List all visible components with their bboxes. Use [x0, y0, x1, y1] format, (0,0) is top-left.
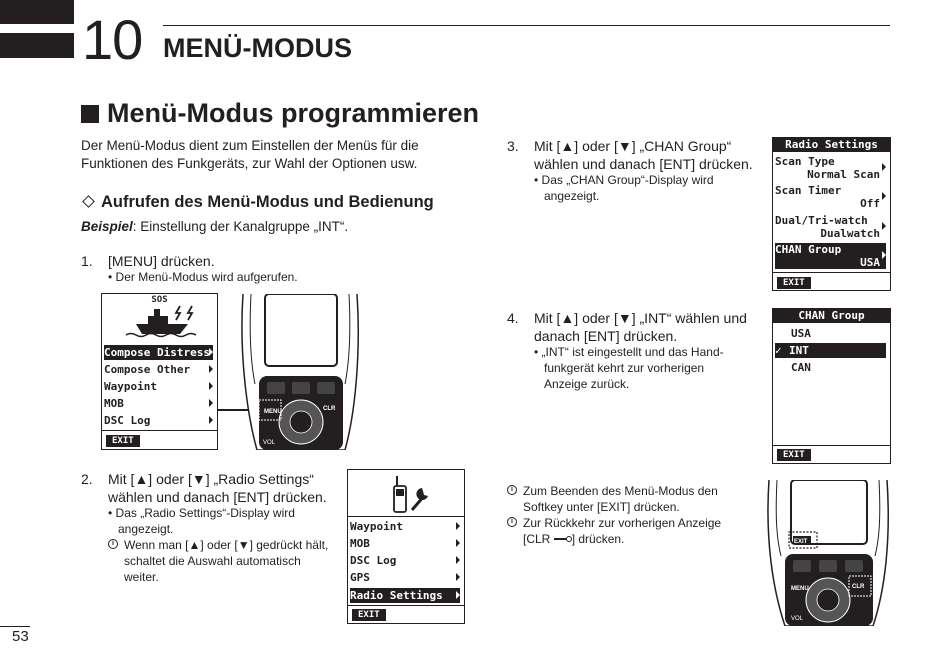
key-icon	[554, 536, 572, 542]
step4-text: Mit [▲] oder [▼] „INT“ wählen und danach [ENT] drücken.	[534, 310, 747, 344]
exit-softkey-2[interactable]: EXIT	[352, 609, 386, 621]
screen-header-2: CHAN Group	[773, 309, 890, 323]
setting-scan-timer[interactable]: Scan Timer Off	[775, 184, 886, 210]
radio-illustration-2	[765, 480, 891, 626]
step1-number: 1.	[81, 253, 93, 269]
lcd-screen-menu-list	[347, 469, 465, 624]
sos-label: SOS	[151, 295, 168, 305]
vol-key-label-2: VOL	[791, 616, 804, 622]
subsection-title: Aufrufen des Menü-Modus und Bedienung	[81, 193, 434, 212]
step3-bullet: • Das „CHAN Group“-Display wird angezeigt.	[534, 173, 714, 203]
menu-item-radio-settings[interactable]: Radio Settings	[350, 588, 460, 603]
menu-key-label: MENU	[264, 409, 282, 415]
setting-scan-type[interactable]: Scan Type Normal Scan	[775, 155, 886, 181]
step2-text: Mit [▲] oder [▼] „Radio Settings“ wählen und danach [ENT] drücken.	[108, 471, 327, 505]
option-int[interactable]: ✓ INT	[775, 343, 886, 358]
note-exit: i Zum Beenden des Menü-Modus den Softkey unter [EXIT] drücken.	[507, 483, 718, 515]
step1-text: [MENU] drücken.	[108, 253, 215, 269]
setting-dual-tri-watch[interactable]: Dual/Tri-watch Dualwatch	[775, 214, 886, 240]
page-rule	[0, 626, 30, 627]
diamond-outline-icon	[82, 195, 95, 208]
exit-softkey[interactable]: EXIT	[106, 435, 140, 447]
exit-key-label: EXIT	[794, 539, 808, 545]
step2-bullet: • Das „Radio Settings“-Display wird angezeigt.	[108, 506, 295, 536]
vol-key-label: VOL	[263, 440, 276, 446]
info-note-icon: i	[507, 485, 517, 495]
section-intro: Der Menü-Modus dient zum Einstellen der Menüs für die Funktionen des Funkgeräts, zur Wahl der Optionen usw.	[81, 138, 419, 171]
step1-bullet: • Der Menü-Modus wird aufgerufen.	[108, 270, 298, 284]
step2-note: i Wenn man [▲] oder [▼] gedrückt hält, schaltet die Auswahl automatisch weiter.	[108, 537, 328, 585]
lcd-screen-radio-settings	[772, 137, 891, 291]
step3-number: 3.	[507, 138, 519, 154]
exit-softkey-3[interactable]: EXIT	[777, 277, 811, 289]
menu-key-label-2: MENU	[791, 586, 809, 592]
menu-item-compose-other[interactable]: Compose Other	[104, 362, 213, 377]
example-line: Beispiel: Einstellung der Kanalgruppe „INT“.	[81, 219, 349, 234]
option-can[interactable]: CAN	[791, 361, 811, 374]
page-number: 53	[12, 628, 29, 645]
step2-number: 2.	[81, 471, 93, 487]
lcd-screen-chan-group	[772, 308, 891, 464]
menu-item-compose-distress[interactable]: Compose Distress	[104, 345, 213, 360]
ship-icon	[122, 304, 202, 338]
menu-item-gps[interactable]: GPS	[350, 570, 460, 585]
step4-bullet: • „INT“ ist eingestellt und das Hand- funkgerät kehrt zur vorherigen Anzeige zurück.	[534, 345, 724, 391]
screen-header: Radio Settings	[773, 138, 890, 152]
info-note-icon: i	[108, 539, 118, 549]
section-title: Menü-Modus programmieren	[81, 98, 479, 129]
menu-item-mob[interactable]: MOB	[104, 396, 213, 411]
checkmark-icon: ✓	[775, 344, 782, 357]
step4-number: 4.	[507, 310, 519, 326]
radio-settings-icon	[388, 474, 432, 516]
chapter-title: MENÜ-MODUS	[163, 33, 352, 63]
setting-chan-group[interactable]: CHAN Group USA	[775, 243, 886, 269]
menu-item-waypoint-2[interactable]: Waypoint	[350, 519, 460, 534]
menu-item-waypoint[interactable]: Waypoint	[104, 379, 213, 394]
chapter-tab-bottom	[0, 33, 74, 58]
chapter-rule	[163, 25, 890, 26]
option-usa[interactable]: USA	[791, 327, 811, 340]
exit-softkey-4[interactable]: EXIT	[777, 449, 811, 461]
info-note-icon: i	[507, 517, 517, 527]
radio-illustration-1	[237, 294, 363, 450]
lcd-screen-main-menu	[101, 293, 218, 450]
clr-key-label: CLR	[323, 406, 336, 412]
chapter-number: 10	[82, 8, 143, 71]
chapter-tab-top	[0, 0, 74, 24]
menu-item-dsc-log-2[interactable]: DSC Log	[350, 553, 460, 568]
note-clr: i Zur Rückkehr zur vorherigen Anzeige [CLR ] drücken.	[507, 515, 721, 547]
black-square-icon	[81, 105, 99, 123]
step3-text: Mit [▲] oder [▼] „CHAN Group“ wählen und danach [ENT] drücken.	[534, 138, 753, 172]
menu-item-dsc-log[interactable]: DSC Log	[104, 413, 213, 428]
menu-item-mob-2[interactable]: MOB	[350, 536, 460, 551]
clr-key-label-2: CLR	[852, 584, 865, 590]
